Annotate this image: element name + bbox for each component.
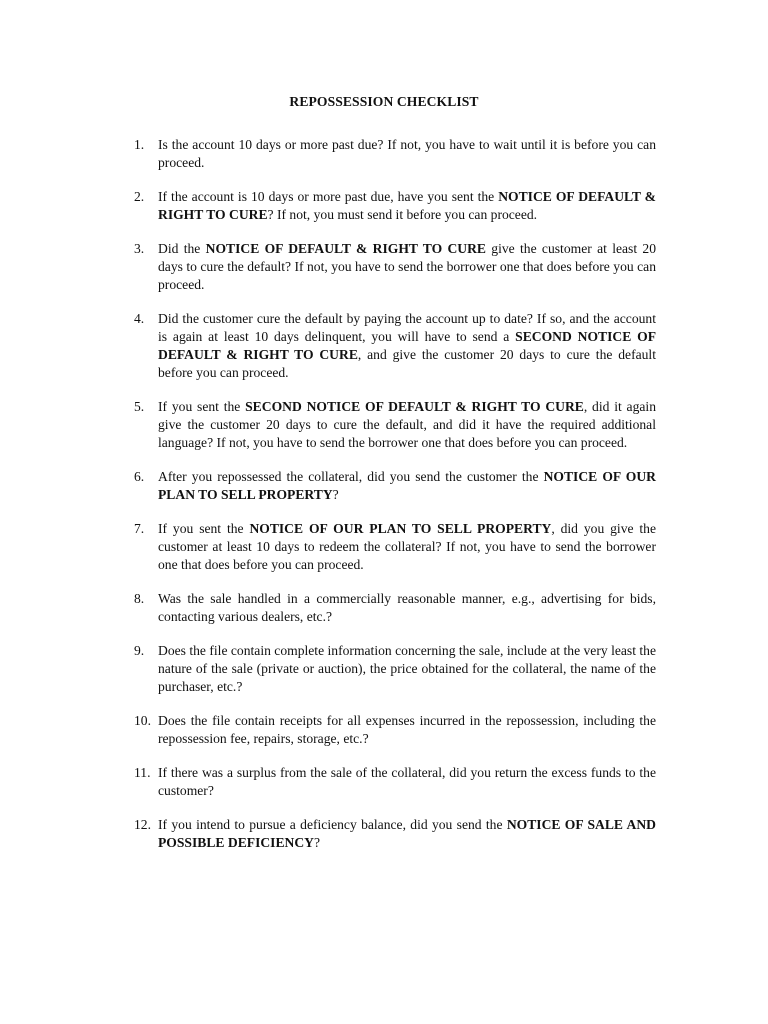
- item-text-segment: If you intend to pursue a deficiency balance, did you send the: [158, 817, 507, 832]
- checklist-item-text: [158, 817, 656, 850]
- notice-name: SECOND NOTICE OF DEFAULT & RIGHT TO CURE: [158, 329, 656, 362]
- checklist-item: [134, 642, 656, 696]
- checklist-item-number: 1.: [134, 137, 145, 152]
- checklist-item: [134, 468, 656, 504]
- item-text-segment: If there was a surplus from the sale of the collateral, did you return the excess funds to the customer?: [158, 765, 656, 798]
- checklist-item-number: 9.: [134, 643, 145, 658]
- checklist-item-number: 7.: [134, 521, 145, 536]
- item-text-segment: ? If not, you must send it before you can proceed.: [267, 207, 538, 222]
- checklist-item-number: 12.: [134, 817, 151, 832]
- checklist-item: [134, 136, 656, 172]
- item-text-segment: give the customer at least 20 days to cure the default? If not, you have to send the borrower one that does before you can proceed.: [158, 241, 657, 292]
- checklist-item-number: 11.: [134, 765, 151, 780]
- item-text-segment: , did you give the customer at least 10 days to redeem the collateral? If not, you have to send the borrower one that does before you can proceed.: [158, 521, 657, 572]
- notice-name: NOTICE OF DEFAULT & RIGHT TO CURE: [158, 189, 656, 222]
- checklist-item: [134, 520, 656, 574]
- checklist-item-text: [158, 591, 656, 624]
- checklist-item-number: 5.: [134, 399, 145, 414]
- checklist-item-text: [158, 713, 656, 746]
- checklist-item-text: [158, 521, 656, 572]
- item-text-segment: If you sent the: [158, 399, 246, 414]
- checklist-item: [134, 240, 656, 294]
- checklist-item-number: 8.: [134, 591, 145, 606]
- item-text-segment: Is the account 10 days or more past due? If not, you have to wait until it is before you can proceed.: [158, 137, 656, 170]
- document-title: REPOSSESSION CHECKLIST: [289, 94, 479, 109]
- checklist-item-text: [158, 311, 656, 380]
- checklist-item-text: [158, 399, 656, 450]
- item-text-segment: If you sent the: [158, 521, 250, 536]
- notice-name: NOTICE OF SALE AND POSSIBLE DEFICIENCY: [158, 817, 656, 850]
- checklist-item-text: [158, 137, 656, 170]
- item-text-segment: ?: [332, 487, 339, 502]
- checklist-item-number: 10.: [134, 713, 151, 728]
- item-text-segment: If the account is 10 days or more past due, have you sent the: [158, 189, 499, 204]
- item-text-segment: After you repossessed the collateral, did you send the customer the: [158, 469, 544, 484]
- checklist: [134, 136, 656, 868]
- item-text-segment: ?: [314, 835, 321, 850]
- notice-name: NOTICE OF OUR PLAN TO SELL PROPERTY: [249, 521, 552, 536]
- checklist-item-text: [158, 643, 656, 694]
- checklist-item-number: 3.: [134, 241, 145, 256]
- item-text-segment: Did the customer cure the default by paying the account up to date? If so, and the account is again at least 10 days delinquent, you will have to send a: [158, 311, 656, 344]
- notice-name: NOTICE OF OUR PLAN TO SELL PROPERTY: [158, 469, 656, 502]
- checklist-item: [134, 712, 656, 748]
- checklist-item: [134, 398, 656, 452]
- checklist-item: [134, 590, 656, 626]
- notice-name: NOTICE OF DEFAULT & RIGHT TO CURE: [205, 241, 486, 256]
- item-text-segment: , did it again give the customer 20 days to cure the default, and did it have the required additional language? If not, you have to send the borrower one that does before you can proceed.: [158, 399, 656, 450]
- checklist-item: [134, 816, 656, 852]
- item-text-segment: Does the file contain complete information concerning the sale, include at the very least the nature of the sale (private or auction), the price obtained for the collateral, the name of the purchaser, etc.?: [158, 643, 656, 694]
- item-text-segment: , and give the customer 20 days to cure the default before you can proceed.: [158, 347, 656, 380]
- checklist-item-text: [158, 765, 656, 798]
- checklist-item: [134, 188, 656, 224]
- checklist-item-number: 6.: [134, 469, 145, 484]
- checklist-item-number: 4.: [134, 311, 145, 326]
- item-text-segment: Did the: [158, 241, 206, 256]
- checklist-item: [134, 764, 656, 800]
- item-text-segment: Does the file contain receipts for all expenses incurred in the repossession, including the repossession fee, repairs, storage, etc.?: [158, 713, 656, 746]
- checklist-item: [134, 310, 656, 382]
- notice-name: SECOND NOTICE OF DEFAULT & RIGHT TO CURE: [245, 399, 584, 414]
- checklist-item-text: [158, 189, 656, 222]
- item-text-segment: Was the sale handled in a commercially reasonable manner, e.g., advertising for bids, contacting various dealers, etc.?: [158, 591, 656, 624]
- checklist-item-number: 2.: [134, 189, 145, 204]
- checklist-item-text: [158, 469, 656, 502]
- checklist-item-text: [158, 241, 656, 292]
